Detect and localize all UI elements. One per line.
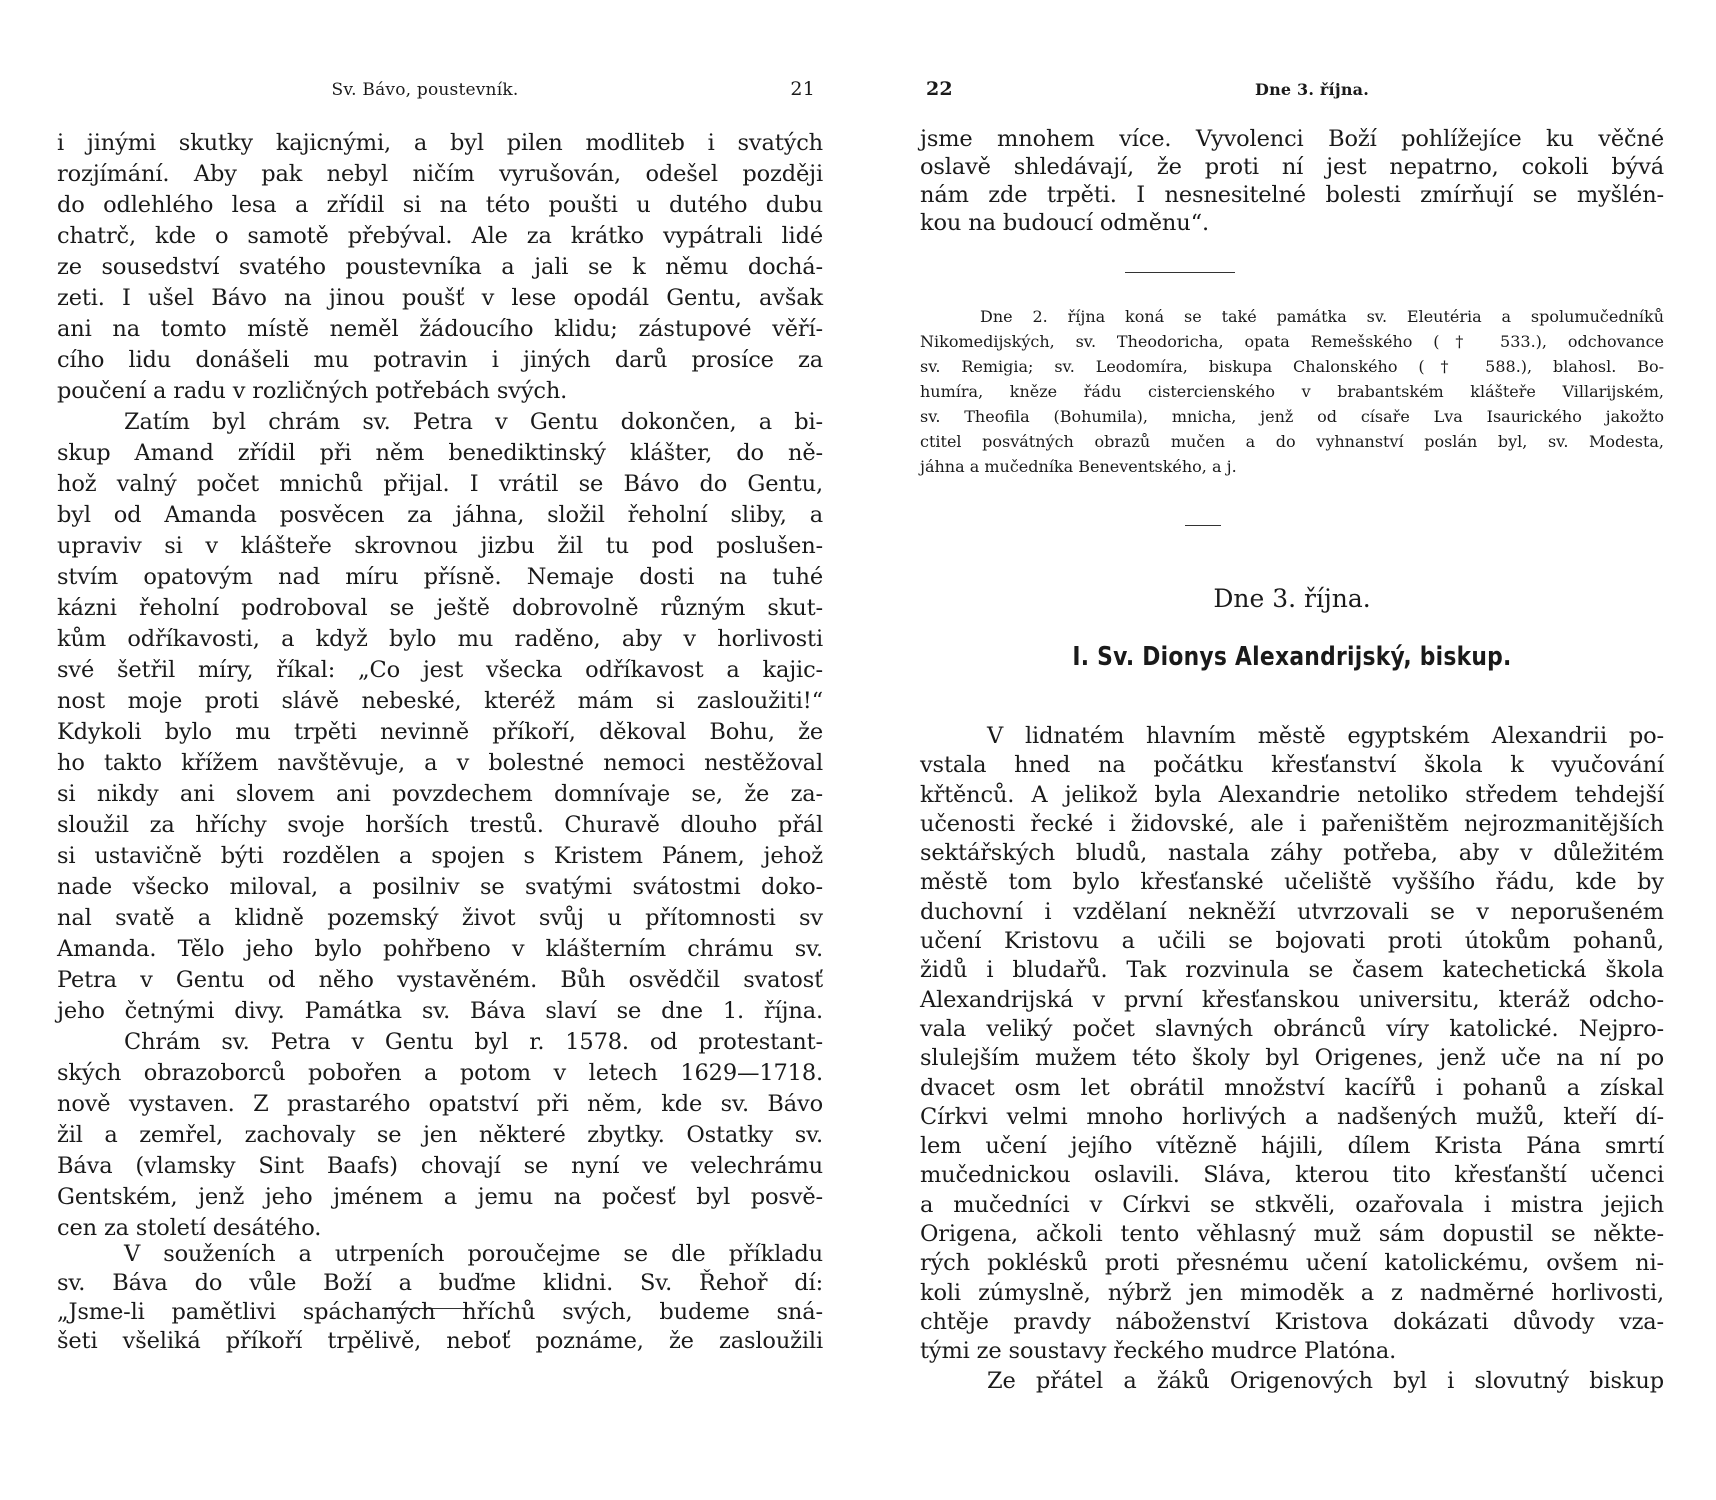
text-line: poučení a radu v rozličných potřebách svých. <box>57 378 568 404</box>
text-line: Ze přátel a žáků Origenových byl i slovutný biskup <box>987 1367 1664 1394</box>
text-line: šeti všeliká příkoří trpělivě, neboť poznáme, že zasloužili <box>57 1328 823 1354</box>
page-number: 22 <box>926 78 953 100</box>
text-line: Církvi velmi mnoho horlivých a nadšených mužů, kteří dí- <box>920 1103 1664 1130</box>
text-line: skup Amand zřídil při něm benediktinský klášter, do ně- <box>57 440 823 466</box>
text-line: nal svatě a klidně pozemský život svůj u přítomnosti sv <box>57 905 823 931</box>
text-line: kům odříkavosti, a když bylo mu raděno, aby v horlivosti <box>57 626 823 652</box>
text-line: chtěje pravdy náboženství Kristova dokázati důvody vza- <box>920 1308 1664 1335</box>
text-line: žil a zemřel, zachovaly se jen některé zbytky. Ostatky sv. <box>57 1122 823 1148</box>
text-line: sloužil za hříchy svoje horších trestů. Churavě dlouho přál <box>57 812 823 838</box>
text-line: humíra, kněze řádu cisterciensk​ého v brabantském klášteře Villarijském, <box>920 382 1664 401</box>
text-line: koli zúmyslně, nýbrž jen mimoděk a z nadměrné horlivosti, <box>920 1279 1664 1306</box>
text-line: ani na tomto místě neměl žádoucího klidu; zástupové věří- <box>57 316 823 342</box>
text-line: nost moje proti slávě nebeské, kteréž mám si zasloužiti!“ <box>57 688 823 714</box>
text-line: duchovní i vzdělaní nekněží utvrzovali se v neporušeném <box>920 898 1664 925</box>
text-line: hož valný počet mnichů přijal. I vrátil se Bávo do Gentu, <box>57 471 823 497</box>
text-line: jeho četnými divy. Památka sv. Báva slaví se dne 1. října. <box>57 998 823 1024</box>
text-line: mučednickou oslavili. Sláva, kterou tito křesťanští učenci <box>920 1162 1664 1189</box>
text-line: cího lidu donášeli mu potravin i jiných darů prosíce za <box>57 347 823 373</box>
running-head <box>920 80 1664 110</box>
text-line: oslavě shledávají, že proti ní jest nepatrno, cokoli bývá <box>920 154 1664 180</box>
text-line: rozjímání. Aby pak nebyl ničím vyrušován, odešel později <box>57 161 823 187</box>
text-line: upraviv si v klášteře skrovnou jizbu žil tu pod poslušen- <box>57 533 823 559</box>
right-page <box>920 0 1664 1500</box>
section-body-text <box>920 722 1664 1396</box>
running-head-title: Sv. Bávo, poustevník. <box>331 80 519 100</box>
text-line: byl od Amanda posvěcen za jáhna, složil řeholní sliby, a <box>57 502 823 528</box>
body-text <box>57 128 823 1244</box>
text-line: učení Kristovu a učili se bojovati proti útokům pohanů, <box>920 928 1664 955</box>
text-line: V souženích a utrpeních poroučejme se dle příkladu <box>124 1241 823 1267</box>
text-line: sv. Theofila (Bohumila), mnicha, jenž od císaře Lva Isaurického jakožto <box>920 407 1664 426</box>
text-line: Nikomedijských, sv. Theodoricha, opata Remešského († 533.), odchovance <box>920 332 1664 351</box>
text-line: ských obrazoborců pobořen a potom v letech 1629—1718. <box>57 1060 823 1086</box>
left-page <box>57 0 823 1500</box>
text-line: Zatím byl chrám sv. Petra v Gentu dokončen, a bi- <box>124 409 823 435</box>
text-line: zeti. I ušel Bávo na jinou poušť v lese opodál Gentu, avšak <box>57 285 823 311</box>
text-line: Dne 2. října koná se také památka sv. Eleutéria a spolumučedníků <box>980 307 1664 326</box>
text-line: „Jsme-li pamětlivi spáchaných hříchů svých, budeme sná- <box>57 1299 823 1325</box>
text-line: Amanda. Tělo jeho bylo pohřbeno v klášterním chrámu sv. <box>57 936 823 962</box>
text-line: stvím opatovým nad míru přísně. Nemaje dosti na tuhé <box>57 564 823 590</box>
text-line: Origena, ačkoli tento věhlasný muž sám dopustil se někte- <box>920 1221 1664 1248</box>
text-line: vala veliký počet slavných obránců víry katolické. Nejpro- <box>920 1015 1664 1042</box>
text-line: městě tom bylo křesťanské učeliště vyššího řádu, kde by <box>920 869 1664 896</box>
section-date-heading: Dne 3. října. <box>1213 584 1371 613</box>
text-line: rých poklésků proti přesnému učení katolickému, ovšem ni- <box>920 1250 1664 1277</box>
text-line: své šetřil míry, říkal: „Co jest všecka odříkavost a kajic- <box>57 657 823 683</box>
text-line: slulejším mužem této školy byl Origenes, jenž uče na ní po <box>920 1045 1664 1072</box>
short-divider <box>1185 525 1221 526</box>
text-line: jáhna a mučedníka Beneventského, a j. <box>920 457 1237 476</box>
text-line: Petra v Gentu od něho vystavěném. Bůh osvědčil svatosť <box>57 967 823 993</box>
closing-paragraph <box>57 1240 823 1356</box>
text-line: Kdykoli bylo mu trpěti nevinně příkoří, děkoval Bohu, že <box>57 719 823 745</box>
text-line: ze sousedství svatého poustevníka a jali se k němu dochá- <box>57 254 823 280</box>
page-number: 21 <box>790 78 815 100</box>
text-line: tými ze soustavy řeckého mudrce Platóna. <box>920 1338 1397 1365</box>
text-line: si ustavičně býti rozdělen a spojen s Kristem Pánem, jehož <box>57 843 823 869</box>
section-divider <box>1125 272 1235 273</box>
text-line: i jinými skutky kajicnými, a byl pilen modliteb i svatých <box>57 130 823 156</box>
text-line: jsme mnohem více. Vyvolenci Boží pohlížejíce ku věčné <box>920 126 1664 152</box>
text-line: dvacet osm let obrátil množství kacířů i pohanů a získal <box>920 1074 1664 1101</box>
text-line: chatrč, kde o samotě přebýval. Ale za krátko vypátrali lidé <box>57 223 823 249</box>
text-line: a mučedníci v Církvi se stkvěli, ozařovala i mistra jejich <box>920 1191 1664 1218</box>
text-line: lem učení jejího vítězně hájili, dílem Krista Pána smrtí <box>920 1133 1664 1160</box>
continuation-text <box>920 125 1664 237</box>
text-line: do odlehlého lesa a zřídil si na této poušti u dutého dubu <box>57 192 823 218</box>
text-line: nám zde trpěti. I nesnesitelné bolesti zmírňují se myšlén- <box>920 182 1664 208</box>
footnote-commemorations <box>920 304 1664 479</box>
text-line: Gentském, jenž jeho jménem a jemu na počesť byl posvě- <box>57 1184 823 1210</box>
text-line: ho takto křížem navštěvuje, a v bolestné nemoci nestěžoval <box>57 750 823 776</box>
text-line: křtěnců. A jelikož byla Alexandrie netoliko středem tehdejší <box>920 781 1664 808</box>
section-title: I. Sv. Dionys Alexandrijský, biskup. <box>1072 642 1512 672</box>
text-line: sv. Remigia; sv. Leodomíra, biskupa Chalonského († 588.), blahosl. Bo- <box>920 357 1664 376</box>
text-line: vstala hned na počátku křesťanství škola k vyučování <box>920 752 1664 779</box>
text-line: sektářských bludů, nastala záhy potřeba, aby v důležitém <box>920 840 1664 867</box>
text-line: nade všecko miloval, a posilniv se svatými svátostmi doko- <box>57 874 823 900</box>
text-line: židů i bludařů. Tak rozvinula se časem katechetická škola <box>920 957 1664 984</box>
text-line: Chrám sv. Petra v Gentu byl r. 1578. od protestant- <box>124 1029 823 1055</box>
text-line: si nikdy ani slovem ani povzdechem domnívaje se, že za- <box>57 781 823 807</box>
text-line: sv. Báva do vůle Boží a buďme klidni. Sv. Řehoř dí: <box>57 1270 823 1296</box>
text-line: Alexandrijská v první křesťanskou universitu, kteráž odcho- <box>920 986 1664 1013</box>
running-head <box>57 80 823 110</box>
text-line: nově vystaven. Z prastarého opatství při něm, kde sv. Bávo <box>57 1091 823 1117</box>
running-head-title: Dne 3. října. <box>1255 80 1369 99</box>
text-line: V lidnatém hlavním městě egyptském Alexandrii po- <box>987 723 1664 749</box>
text-line: kázni řeholní podroboval se ještě dobrovolně různým skut- <box>57 595 823 621</box>
text-line: cen za století desátého. <box>57 1215 322 1241</box>
text-line: učenosti řecké i židovské, ale i pařeništěm nejrozmanitějších <box>920 810 1664 837</box>
text-line: kou na budoucí odměnu“. <box>920 210 1209 236</box>
text-line: ctitel posvátných obrazů mučen a do vyhnanství poslán byl, sv. Modesta, <box>920 432 1664 451</box>
text-line: Báva (vlamsky Sint Baafs) chovají se nyní ve velechrámu <box>57 1153 823 1179</box>
